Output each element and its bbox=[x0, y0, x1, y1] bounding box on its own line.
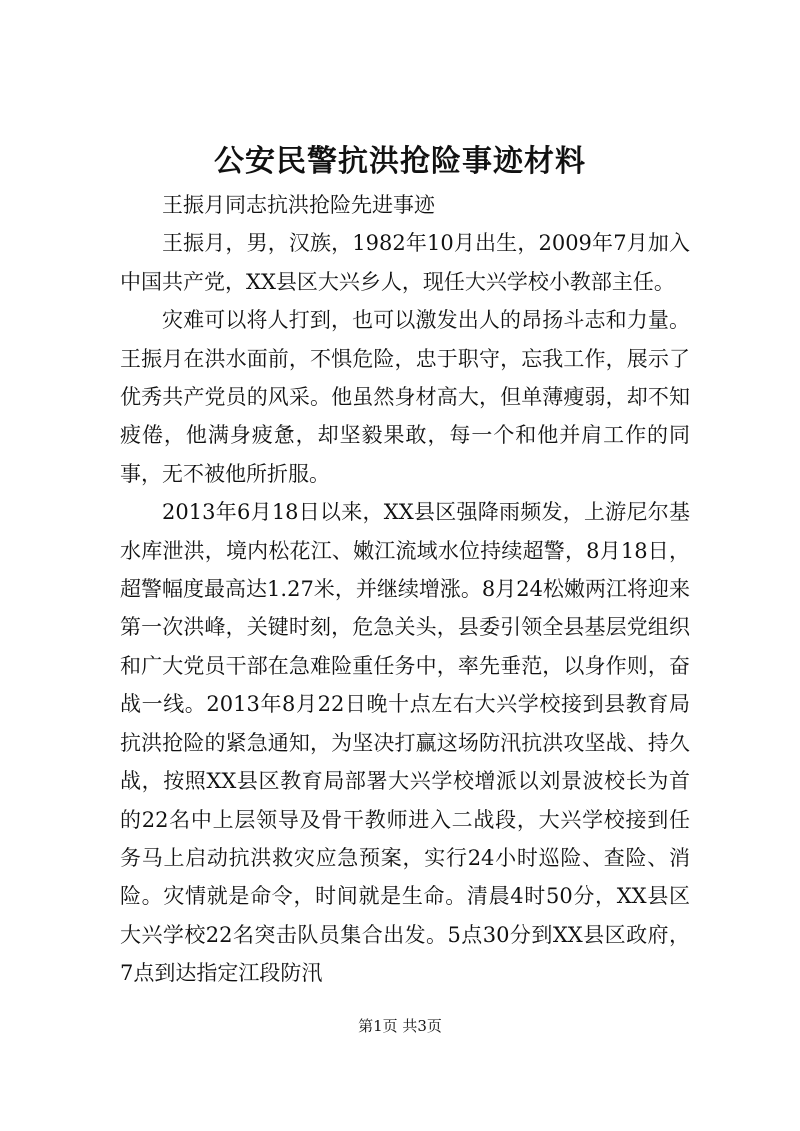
paragraph-flood-account: 2013年6月18日以来，XX县区强降雨频发，上游尼尔基水库泄洪，境内松花江、嫩江流域水位持续超警，8月18日，超警幅度最高达1.27米，并继续增涨。8月24松嫩两江将迎来第一次洪峰，关键时刻，危急关头，县委引领全县基层党组织和广大党员干部在急难险重任务中，率先垂范，以身作则，奋战一线。2013年8月22日晚十点左右大兴学校接到县教育局抗洪抢险的紧急通知，为坚决打赢这场防汛抗洪攻坚战、持久战，按照XX县区教育局部署大兴学校增派以刘景波校长为首的22名中上层领导及骨干教师进入二战段，大兴学校接到任务马上启动抗洪救灾应急预案，实行24小时巡险、查险、消险。灾情就是命令，时间就是生命。清晨4时50分，XX县区大兴学校22名突击队员集合出发。5点30分到XX县区政府，7点到达指定江段防汛 bbox=[120, 500, 690, 986]
page-number-footer: 第1页 共3页 bbox=[358, 1017, 442, 1035]
paragraph-profile: 王振月，男，汉族，1982年10月出生，2009年7月加入中国共产党，XX县区大兴乡人，现任大兴学校小教部主任。 bbox=[120, 231, 690, 294]
document-body bbox=[120, 186, 690, 993]
paragraph-intro: 灾难可以将人打到，也可以激发出人的昂扬斗志和力量。王振月在洪水面前，不惧危险，忠于职守，忘我工作，展示了优秀共产党员的风采。他虽然身材高大，但单薄瘦弱，却不知疲倦，他满身疲惫，却坚毅果敢，每一个和他并肩工作的同事，无不被他所折服。 bbox=[120, 308, 690, 486]
document-title: 公安民警抗洪抢险事迹材料 bbox=[214, 144, 586, 179]
paragraph-subtitle: 王振月同志抗洪抢险先进事迹 bbox=[162, 193, 435, 217]
